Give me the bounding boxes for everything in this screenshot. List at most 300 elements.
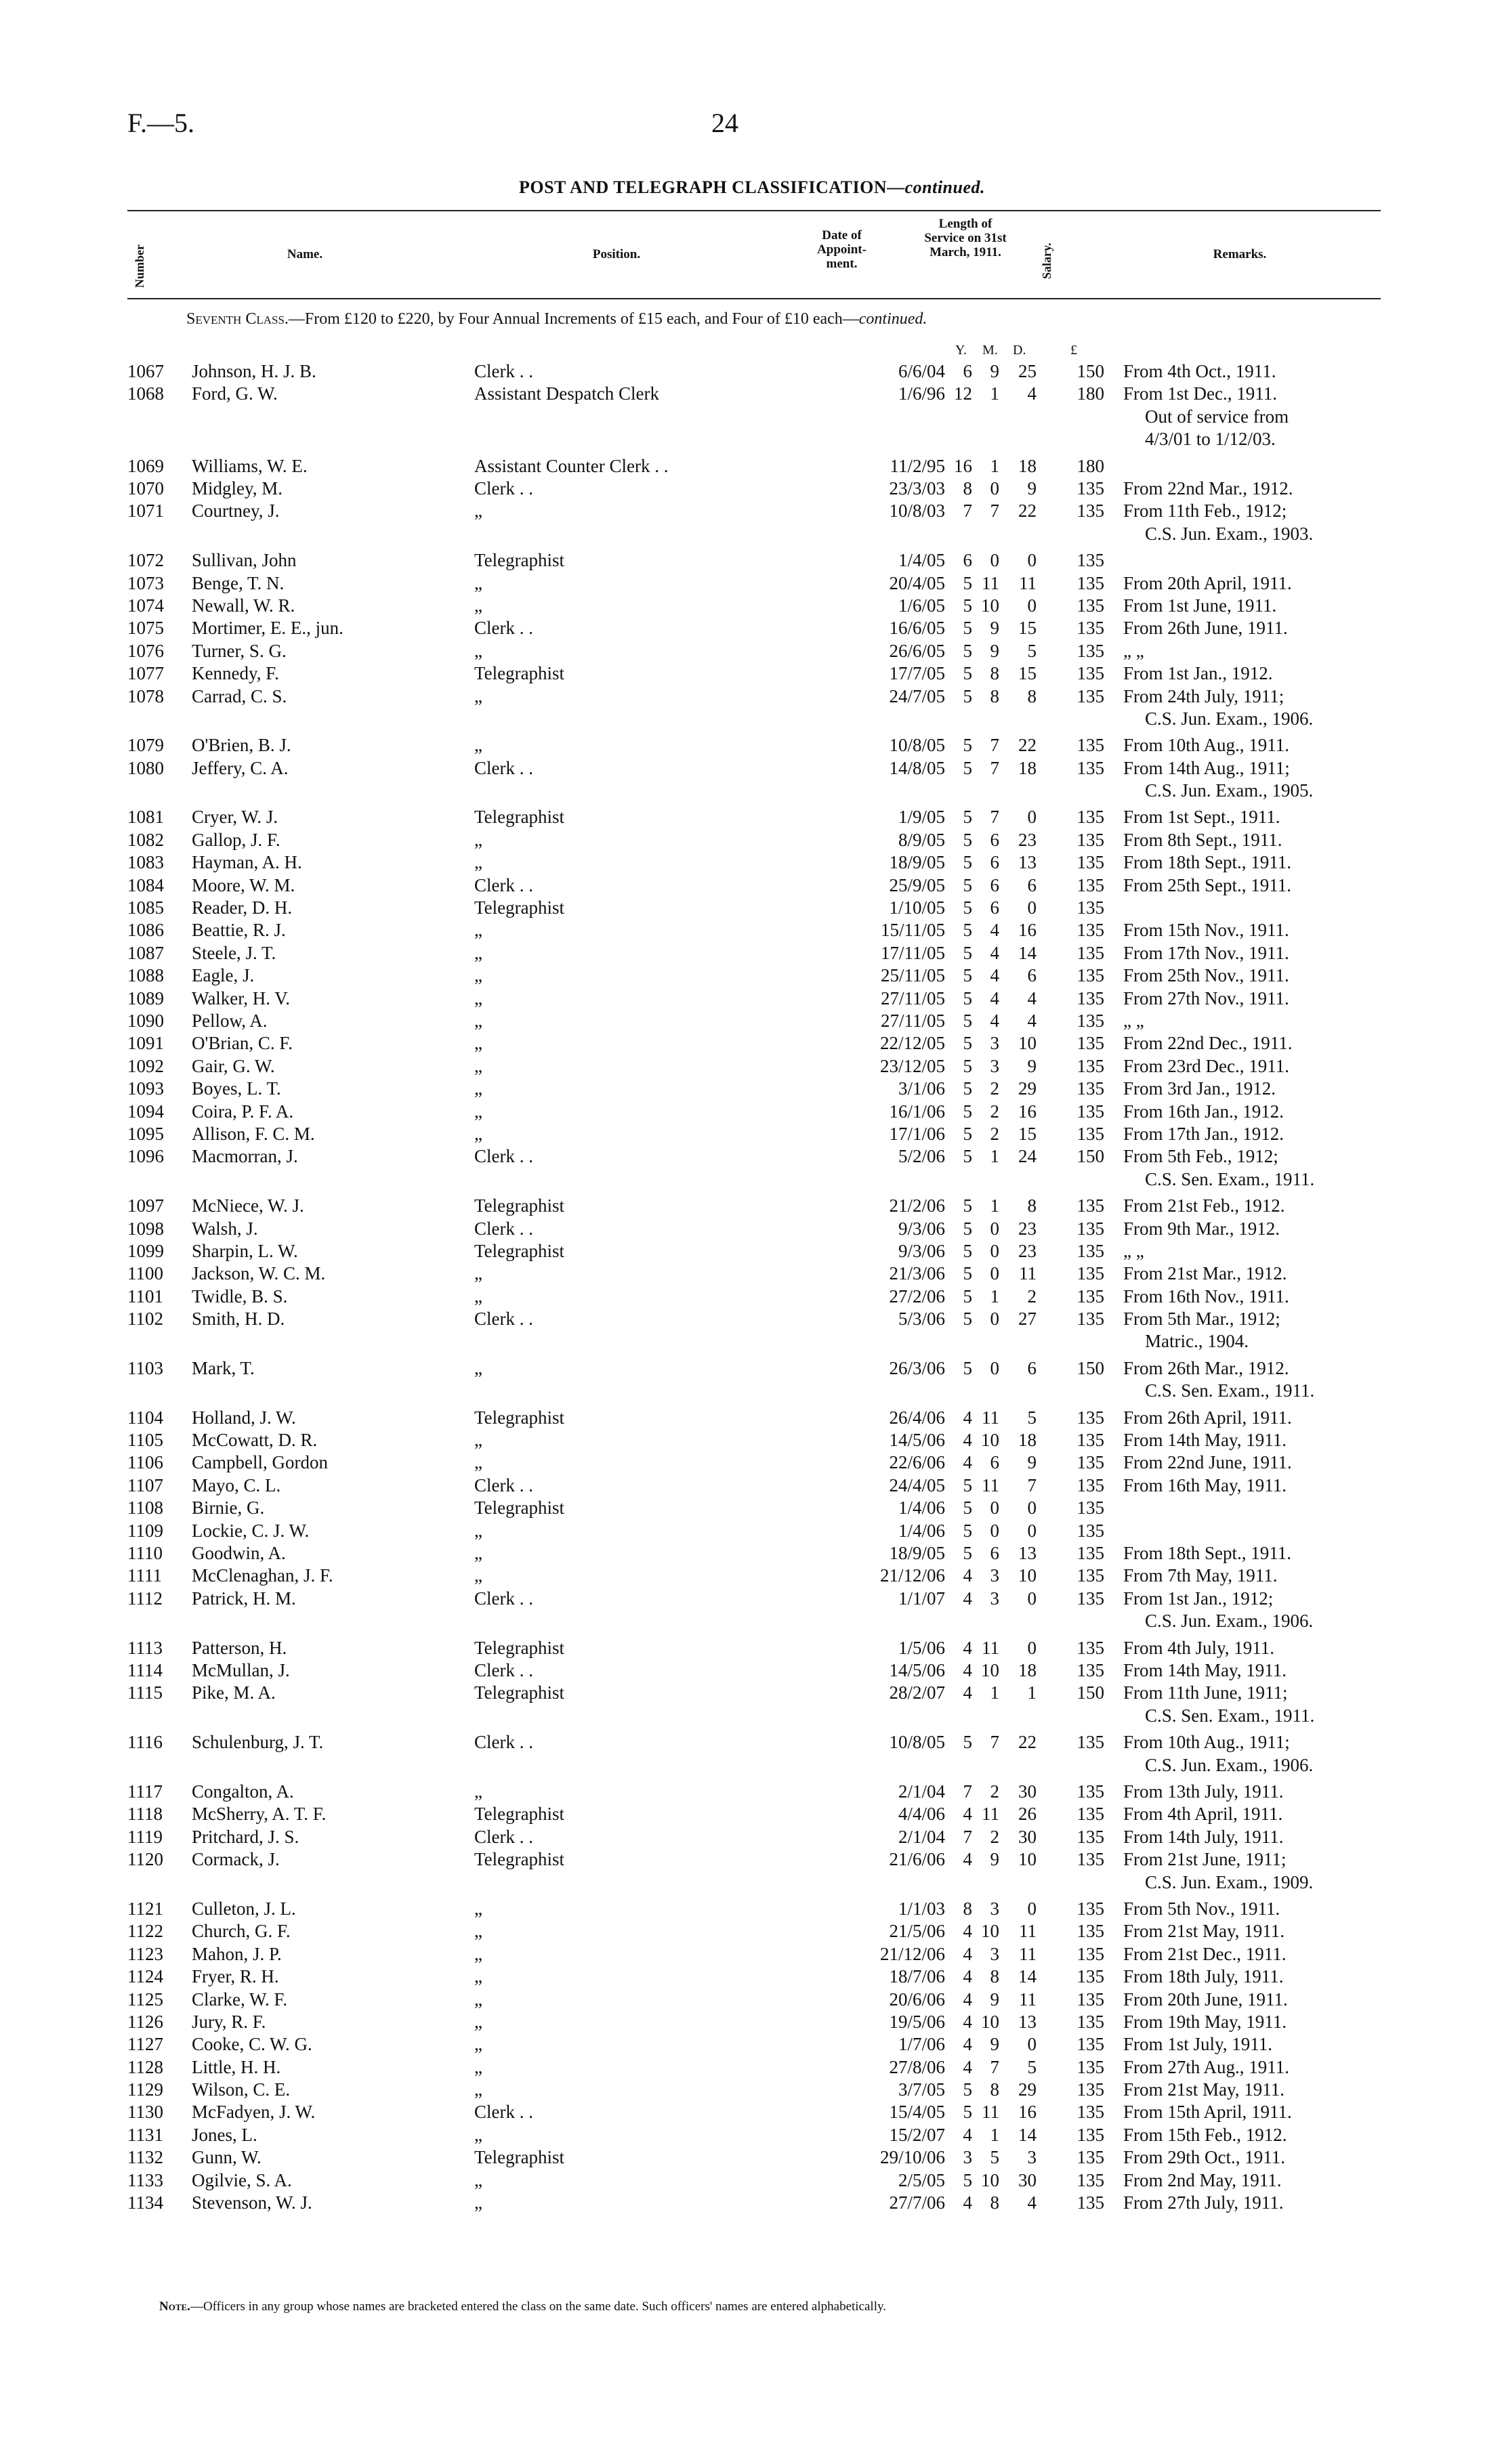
staff-table [0, 360, 1504, 2214]
row-months: 6 [990, 829, 999, 850]
row-years: 5 [963, 987, 972, 1008]
table-row [0, 1474, 1504, 1497]
row-days: 25 [1018, 361, 1037, 381]
table-row [0, 897, 1504, 919]
table-row [0, 477, 1504, 500]
row-remark: From 24th July, 1911; [1123, 685, 1284, 706]
row-days: 0 [1027, 1588, 1037, 1609]
row-salary: 135 [1077, 2034, 1104, 2055]
row-date: 22/12/05 [879, 1033, 945, 1054]
row-remark: From 21st Feb., 1912. [1123, 1195, 1285, 1216]
row-position: Telegraphist [474, 1407, 565, 1428]
row-name: Pritchard, J. S. [192, 1826, 299, 1847]
row-years: 16 [954, 455, 972, 476]
row-salary: 135 [1077, 942, 1104, 963]
row-remark: From 14th May, 1911. [1123, 1660, 1287, 1680]
row-remark: From 27th Nov., 1911. [1123, 987, 1289, 1008]
row-months: 1 [990, 1195, 999, 1216]
row-days: 8 [1027, 685, 1037, 706]
row-months: 6 [990, 852, 999, 873]
row-name: Moore, W. M. [192, 874, 295, 895]
row-months: 7 [990, 1732, 999, 1753]
row-days: 11 [1019, 1921, 1037, 1942]
row-remark: „ „ [1123, 1240, 1144, 1261]
row-days: 1 [1027, 1682, 1037, 1703]
row-remark: C.S. Jun. Exam., 1905. [1145, 780, 1314, 801]
row-position: „ [474, 1011, 482, 1031]
row-years: 5 [963, 1011, 972, 1031]
row-name: McMullan, J. [192, 1660, 290, 1680]
row-position: „ [474, 1565, 482, 1586]
row-years: 5 [963, 1240, 972, 1261]
row-position: „ [474, 1989, 482, 2010]
row-position: Telegraphist [474, 1849, 565, 1870]
row-date: 1/4/05 [898, 550, 945, 571]
row-number: 1129 [127, 2079, 163, 2100]
row-days: 30 [1018, 1826, 1037, 1847]
row-years: 5 [963, 897, 972, 918]
row-months: 9 [990, 2034, 999, 2055]
row-position: „ [474, 1123, 482, 1144]
table-row [0, 500, 1504, 549]
row-date: 24/4/05 [889, 1474, 945, 1495]
row-months: 0 [990, 1240, 999, 1261]
row-days: 30 [1018, 1781, 1037, 1802]
row-years: 5 [963, 1101, 972, 1122]
table-row [0, 1803, 1504, 1825]
row-name: Allison, F. C. M. [192, 1123, 315, 1144]
row-months: 0 [990, 1520, 999, 1541]
row-days: 14 [1018, 2124, 1037, 2145]
row-days: 0 [1027, 1520, 1037, 1541]
row-years: 4 [963, 1452, 972, 1473]
row-date: 21/5/06 [889, 1921, 945, 1942]
row-salary: 135 [1077, 2011, 1104, 2032]
row-years: 5 [963, 735, 972, 756]
row-salary: 135 [1077, 572, 1104, 593]
table-row [0, 1966, 1504, 1988]
row-position: Telegraphist [474, 1637, 565, 1658]
row-years: 5 [963, 757, 972, 778]
row-position: „ [474, 1263, 482, 1284]
row-name: Holland, J. W. [192, 1407, 296, 1428]
row-salary: 135 [1077, 1078, 1104, 1099]
row-years: 5 [963, 942, 972, 963]
table-row [0, 1078, 1504, 1100]
row-name: Hayman, A. H. [192, 852, 302, 873]
row-number: 1110 [127, 1543, 163, 1564]
table-row [0, 1032, 1504, 1055]
row-remark: From 21st Mar., 1912. [1123, 1263, 1287, 1284]
row-position: Clerk . . [474, 477, 533, 498]
row-days: 22 [1018, 1732, 1037, 1753]
row-position: Assistant Despatch Clerk [474, 383, 659, 404]
row-days: 18 [1018, 1430, 1037, 1451]
row-months: 1 [990, 2124, 999, 2145]
row-position: „ [474, 1357, 482, 1378]
row-months: 7 [990, 757, 999, 778]
row-position: Clerk . . [474, 1732, 533, 1753]
table-row [0, 455, 1504, 477]
table-row [0, 1497, 1504, 1519]
row-salary: 150 [1077, 361, 1104, 381]
row-salary: 135 [1077, 1286, 1104, 1307]
row-position: „ [474, 1921, 482, 1942]
table-row [0, 1659, 1504, 1682]
row-days: 11 [1019, 1989, 1037, 2010]
row-position: Clerk . . [474, 618, 533, 639]
row-number: 1093 [127, 1078, 164, 1099]
row-name: Beattie, R. J. [192, 920, 286, 941]
table-row [0, 1848, 1504, 1898]
row-remark: From 26th April, 1911. [1123, 1407, 1292, 1428]
row-salary: 135 [1077, 663, 1104, 684]
row-days: 11 [1019, 1263, 1037, 1284]
table-row [0, 829, 1504, 851]
row-months: 10 [981, 2169, 999, 2190]
row-months: 8 [990, 685, 999, 706]
row-salary: 135 [1077, 1849, 1104, 1870]
row-number: 1084 [127, 874, 164, 895]
table-row [0, 1195, 1504, 1217]
page-number: 24 [711, 108, 738, 138]
row-remark: From 14th July, 1911. [1123, 1826, 1284, 1847]
row-position: „ [474, 572, 482, 593]
row-date: 1/6/05 [898, 595, 945, 616]
row-years: 5 [963, 1218, 972, 1239]
row-name: Birnie, G. [192, 1497, 265, 1518]
row-months: 9 [990, 1849, 999, 1870]
row-years: 5 [963, 685, 972, 706]
row-days: 18 [1018, 757, 1037, 778]
row-number: 1069 [127, 455, 164, 476]
row-years: 5 [963, 1033, 972, 1054]
row-days: 29 [1018, 2079, 1037, 2100]
row-date: 1/4/06 [898, 1497, 945, 1518]
row-months: 5 [990, 2147, 999, 2168]
row-number: 1072 [127, 550, 164, 571]
table-row [0, 617, 1504, 639]
row-name: Church, G. F. [192, 1921, 291, 1942]
row-years: 5 [963, 1286, 972, 1307]
row-number: 1105 [127, 1430, 163, 1451]
row-months: 4 [990, 965, 999, 986]
table-row [0, 1240, 1504, 1262]
row-date: 1/5/06 [898, 1637, 945, 1658]
row-days: 4 [1027, 987, 1037, 1008]
row-days: 6 [1027, 874, 1037, 895]
row-number: 1131 [127, 2124, 163, 2145]
row-number: 1100 [127, 1263, 163, 1284]
row-years: 5 [963, 1263, 972, 1284]
row-position: „ [474, 2192, 482, 2213]
row-days: 6 [1027, 965, 1037, 986]
row-name: Patrick, H. M. [192, 1588, 296, 1609]
row-months: 0 [990, 1309, 999, 1330]
row-years: 5 [963, 1520, 972, 1541]
row-salary: 135 [1077, 1781, 1104, 1802]
row-name: Gallop, J. F. [192, 829, 280, 850]
table-row [0, 2056, 1504, 2079]
row-remark: From 18th July, 1911. [1123, 1966, 1284, 1987]
row-remark: From 11th June, 1911; [1123, 1682, 1288, 1703]
row-remark: From 29th Oct., 1911. [1123, 2147, 1285, 2168]
row-salary: 135 [1077, 1055, 1104, 1076]
row-remark: C.S. Jun. Exam., 1906. [1145, 1611, 1314, 1632]
row-date: 10/8/05 [889, 735, 945, 756]
row-salary: 135 [1077, 618, 1104, 639]
row-date: 18/9/05 [889, 852, 945, 873]
row-number: 1082 [127, 829, 164, 850]
row-number: 1133 [127, 2169, 163, 2190]
row-date: 21/12/06 [879, 1943, 945, 1964]
title-continued: continued. [904, 177, 986, 197]
page-title: POST AND TELEGRAPH CLASSIFICATION—continued. [518, 177, 986, 197]
row-position: Assistant Counter Clerk . . [474, 455, 669, 476]
row-remark: C.S. Sen. Exam., 1911. [1145, 1380, 1315, 1401]
table-row [0, 572, 1504, 595]
row-remark: From 14th May, 1911. [1123, 1430, 1287, 1451]
row-position: „ [474, 829, 482, 850]
row-salary: 135 [1077, 1565, 1104, 1586]
row-date: 1/7/06 [898, 2034, 945, 2055]
row-months: 8 [990, 2192, 999, 2213]
table-row [0, 1429, 1504, 1451]
row-date: 27/8/06 [889, 2056, 945, 2077]
row-salary: 135 [1077, 1804, 1104, 1825]
row-remark: From 16th Nov., 1911. [1123, 1286, 1289, 1307]
row-number: 1113 [127, 1637, 163, 1658]
row-date: 4/4/06 [898, 1804, 945, 1825]
table-row [0, 1920, 1504, 1942]
row-date: 21/12/06 [879, 1565, 945, 1586]
row-days: 4 [1027, 1011, 1037, 1031]
row-name: McNiece, W. J. [192, 1195, 304, 1216]
row-date: 17/11/05 [880, 942, 945, 963]
row-years: 4 [963, 2124, 972, 2145]
row-years: 5 [963, 965, 972, 986]
row-months: 8 [990, 2079, 999, 2100]
table-row [0, 1145, 1504, 1195]
row-salary: 135 [1077, 1588, 1104, 1609]
row-position: „ [474, 1286, 482, 1307]
row-date: 19/5/06 [889, 2011, 945, 2032]
row-number: 1127 [127, 2034, 163, 2055]
row-date: 1/9/05 [898, 807, 945, 828]
table-row [0, 2079, 1504, 2101]
row-years: 4 [963, 1407, 972, 1428]
row-months: 7 [990, 501, 999, 522]
row-name: Jackson, W. C. M. [192, 1263, 326, 1284]
table-row [0, 2169, 1504, 2192]
row-remark: C.S. Sen. Exam., 1911. [1145, 1705, 1315, 1726]
table-row [0, 806, 1504, 828]
row-remark: From 10th Aug., 1911; [1123, 1732, 1290, 1753]
row-position: Telegraphist [474, 663, 565, 684]
row-days: 3 [1027, 2147, 1037, 2168]
table-row [0, 662, 1504, 685]
row-remark: From 10th Aug., 1911. [1123, 735, 1290, 756]
row-remark: From 9th Mar., 1912. [1123, 1218, 1280, 1239]
row-salary: 135 [1077, 1732, 1104, 1753]
row-number: 1124 [127, 1966, 163, 1987]
row-name: Campbell, Gordon [192, 1452, 328, 1473]
column-header-date: Date of Appoint-ment. [817, 228, 866, 271]
header-rule-top [127, 210, 1381, 211]
row-remark: From 8th Sept., 1911. [1123, 829, 1282, 850]
row-years: 5 [963, 1357, 972, 1378]
row-years: 5 [963, 618, 972, 639]
row-date: 6/6/04 [898, 361, 945, 381]
row-position: „ [474, 2011, 482, 2032]
table-row [0, 1407, 1504, 1429]
row-remark: From 5th Mar., 1912; [1123, 1309, 1280, 1330]
row-salary: 135 [1077, 897, 1104, 918]
row-name: McFadyen, J. W. [192, 2102, 316, 2123]
row-number: 1096 [127, 1146, 164, 1167]
row-name: McCowatt, D. R. [192, 1430, 318, 1451]
column-header-salary: Salary. [1040, 242, 1053, 279]
row-position: „ [474, 1781, 482, 1802]
row-position: Clerk . . [474, 757, 533, 778]
row-number: 1068 [127, 383, 164, 404]
row-position: „ [474, 1055, 482, 1076]
row-remark: From 27th July, 1911. [1123, 2192, 1284, 2213]
row-position: Clerk . . [474, 1826, 533, 1847]
row-salary: 135 [1077, 1989, 1104, 2010]
row-name: Cryer, W. J. [192, 807, 278, 828]
row-months: 3 [990, 1943, 999, 1964]
table-row [0, 987, 1504, 1010]
row-salary: 135 [1077, 2147, 1104, 2168]
row-months: 11 [982, 1637, 999, 1658]
row-position: „ [474, 1430, 482, 1451]
row-name: Little, H. H. [192, 2056, 281, 2077]
table-row [0, 734, 1504, 757]
table-row [0, 1565, 1504, 1587]
table-row [0, 1451, 1504, 1474]
row-salary: 135 [1077, 2056, 1104, 2077]
row-date: 23/3/03 [889, 477, 945, 498]
row-months: 1 [990, 455, 999, 476]
row-salary: 135 [1077, 1520, 1104, 1541]
row-name: Wilson, C. E. [192, 2079, 291, 2100]
row-position: „ [474, 640, 482, 661]
row-date: 26/4/06 [889, 1407, 945, 1428]
row-years: 7 [963, 1826, 972, 1847]
row-salary: 135 [1077, 2192, 1104, 2213]
table-row [0, 1588, 1504, 1637]
row-number: 1073 [127, 572, 164, 593]
row-position: „ [474, 2124, 482, 2145]
row-position: „ [474, 1966, 482, 1987]
row-number: 1071 [127, 501, 164, 522]
row-remark: From 21st May, 1911. [1123, 2079, 1285, 2100]
row-position: „ [474, 1033, 482, 1054]
row-date: 26/6/05 [889, 640, 945, 661]
row-months: 11 [982, 1407, 999, 1428]
row-months: 10 [981, 1921, 999, 1942]
row-number: 1108 [127, 1497, 163, 1518]
row-number: 1089 [127, 987, 164, 1008]
row-years: 3 [963, 2147, 972, 2168]
row-days: 0 [1027, 1898, 1037, 1919]
row-years: 5 [963, 1543, 972, 1564]
row-number: 1134 [127, 2192, 163, 2213]
row-years: 5 [963, 852, 972, 873]
row-name: Carrad, C. S. [192, 685, 287, 706]
row-years: 5 [963, 2079, 972, 2100]
row-days: 4 [1027, 383, 1037, 404]
row-months: 0 [990, 1263, 999, 1284]
row-position: Clerk . . [474, 361, 533, 381]
row-days: 10 [1018, 1565, 1037, 1586]
row-position: Clerk . . [474, 1474, 533, 1495]
row-years: 5 [963, 595, 972, 616]
row-days: 2 [1027, 1286, 1037, 1307]
row-months: 1 [990, 383, 999, 404]
row-date: 15/2/07 [889, 2124, 945, 2145]
unit-years: Y. [955, 343, 967, 358]
table-row [0, 1262, 1504, 1285]
row-position: „ [474, 735, 482, 756]
row-years: 5 [963, 640, 972, 661]
row-remark: From 26th Mar., 1912. [1123, 1357, 1289, 1378]
row-days: 9 [1027, 1452, 1037, 1473]
row-name: Johnson, H. J. B. [192, 361, 316, 381]
row-days: 30 [1018, 2169, 1037, 2190]
row-date: 21/3/06 [889, 1263, 945, 1284]
row-number: 1117 [127, 1781, 163, 1802]
row-date: 17/1/06 [889, 1123, 945, 1144]
row-days: 16 [1018, 2102, 1037, 2123]
table-row [0, 383, 1504, 454]
table-row [0, 2146, 1504, 2169]
row-remark: From 21st Dec., 1911. [1123, 1943, 1287, 1964]
row-number: 1086 [127, 920, 164, 941]
row-salary: 135 [1077, 1407, 1104, 1428]
row-date: 14/5/06 [889, 1660, 945, 1680]
table-row [0, 964, 1504, 987]
row-remark: From 23rd Dec., 1911. [1123, 1055, 1289, 1076]
table-row [0, 851, 1504, 874]
row-months: 4 [990, 920, 999, 941]
row-months: 6 [990, 1543, 999, 1564]
table-row [0, 757, 1504, 807]
row-position: Telegraphist [474, 1804, 565, 1825]
row-years: 5 [963, 807, 972, 828]
row-days: 16 [1018, 1101, 1037, 1122]
row-remark: From 16th May, 1911. [1123, 1474, 1287, 1495]
row-months: 0 [990, 550, 999, 571]
row-months: 11 [982, 2102, 999, 2123]
row-salary: 135 [1077, 1637, 1104, 1658]
row-number: 1111 [127, 1565, 162, 1586]
row-remark: From 1st Jan., 1912; [1123, 1588, 1274, 1609]
row-days: 13 [1018, 2011, 1037, 2032]
row-remark: From 15th Nov., 1911. [1123, 920, 1289, 941]
row-salary: 135 [1077, 1898, 1104, 1919]
row-name: Jury, R. F. [192, 2011, 266, 2032]
row-position: „ [474, 1543, 482, 1564]
table-row [0, 1781, 1504, 1803]
row-name: Mark, T. [192, 1357, 255, 1378]
row-number: 1125 [127, 1989, 163, 2010]
row-date: 18/7/06 [889, 1966, 945, 1987]
row-position: Clerk . . [474, 1146, 533, 1167]
row-years: 4 [963, 2011, 972, 2032]
row-name: Twidle, B. S. [192, 1286, 288, 1307]
